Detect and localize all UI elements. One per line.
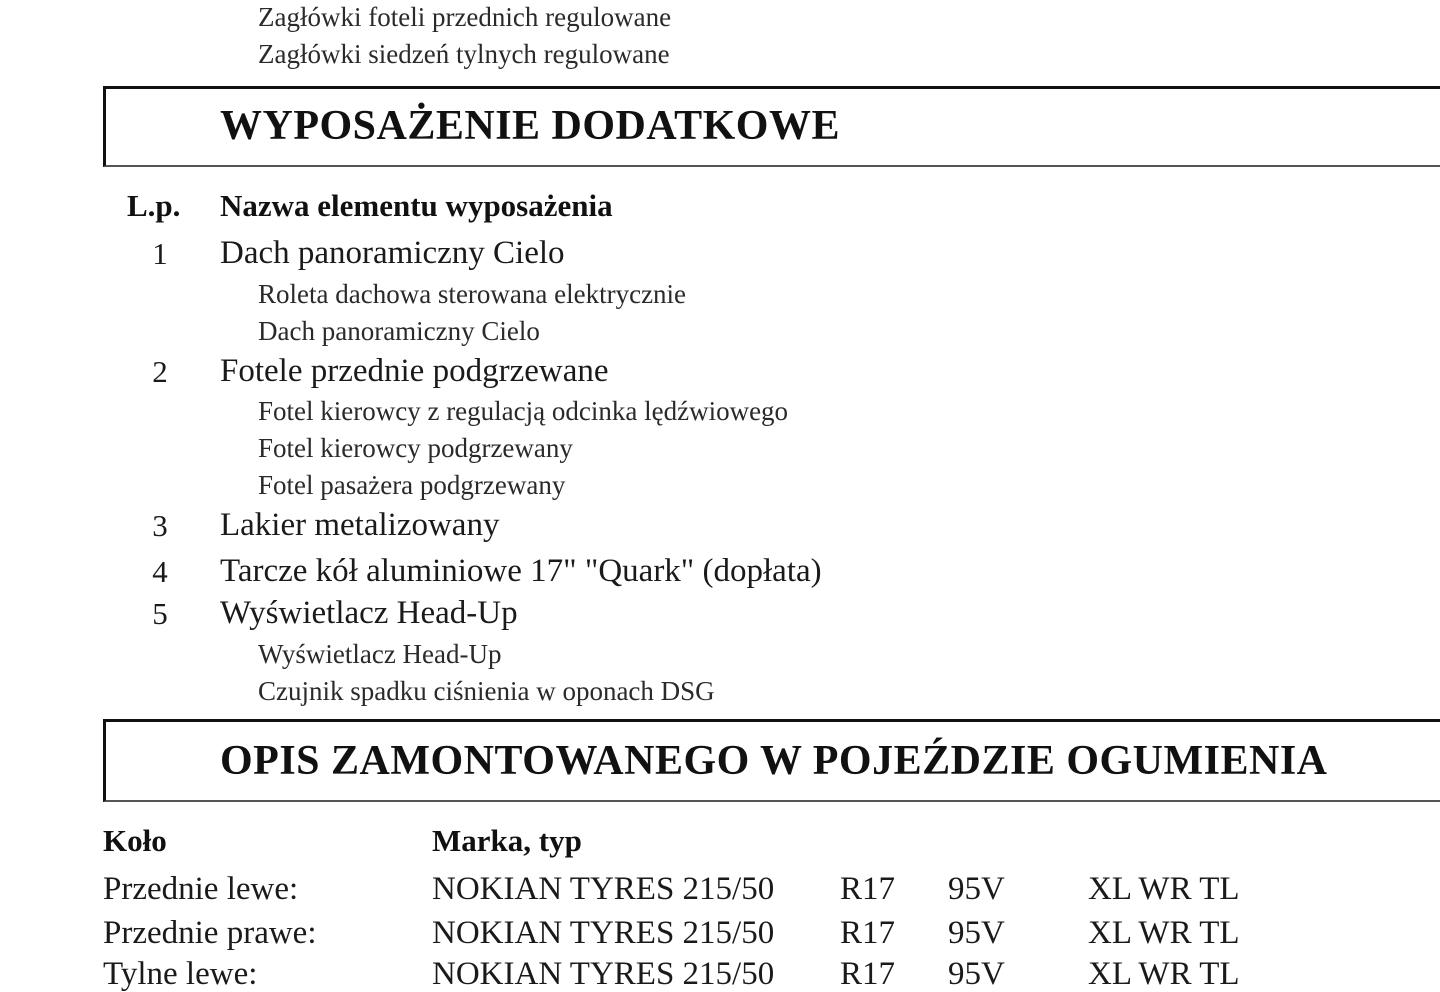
column-header-lp: L.p. — [127, 188, 181, 223]
tyre-load-index: 95V — [948, 956, 1005, 992]
column-header-marka: Marka, typ — [432, 823, 582, 858]
section-title: WYPOSAŻENIE DODATKOWE — [220, 103, 840, 149]
column-header-name: Nazwa elementu wyposażenia — [220, 188, 613, 223]
equipment-subitem: Fotel kierowcy podgrzewany — [258, 433, 573, 463]
equipment-item: Dach panoramiczny Cielo — [220, 235, 565, 271]
tyre-rim: R17 — [840, 871, 896, 907]
tyre-rim: R17 — [840, 956, 896, 992]
equipment-item: Wyświetlacz Head-Up — [220, 595, 518, 631]
equipment-item: Fotele przednie podgrzewane — [220, 353, 609, 389]
tyre-rim: R17 — [840, 915, 896, 951]
equipment-subitem: Fotel pasażera podgrzewany — [258, 470, 566, 500]
item-number: 4 — [152, 554, 168, 589]
tyre-position: Przednie lewe: — [103, 871, 299, 907]
item-number: 1 — [152, 236, 168, 271]
equipment-subitem: Fotel kierowcy z regulacją odcinka lędźwiowego — [258, 396, 789, 426]
tyre-position: Przednie prawe: — [103, 915, 317, 951]
tyre-extra: XL WR TL — [1088, 956, 1240, 992]
item-number: 3 — [152, 508, 168, 543]
tyre-extra: XL WR TL — [1088, 871, 1240, 907]
equipment-subitem: Czujnik spadku ciśnienia w oponach DSG — [258, 676, 715, 706]
tyre-brand: NOKIAN TYRES 215/50 — [432, 871, 775, 907]
equipment-subitem: Dach panoramiczny Cielo — [258, 316, 540, 346]
section-title: OPIS ZAMONTOWANEGO W POJEŹDZIE OGUMIENIA — [220, 738, 1328, 784]
column-header-kolo: Koło — [103, 823, 167, 858]
top-subitem: Zagłówki siedzeń tylnych regulowane — [258, 39, 670, 69]
equipment-item: Tarcze kół aluminiowe 17" "Quark" (dopłata) — [220, 553, 822, 589]
equipment-subitem: Roleta dachowa sterowana elektrycznie — [258, 279, 687, 309]
tyre-load-index: 95V — [948, 915, 1005, 951]
tyre-load-index: 95V — [948, 871, 1005, 907]
item-number: 5 — [152, 596, 168, 631]
equipment-item: Lakier metalizowany — [220, 507, 500, 543]
tyre-brand: NOKIAN TYRES 215/50 — [432, 915, 775, 951]
tyre-position: Tylne lewe: — [103, 956, 258, 992]
tyre-brand: NOKIAN TYRES 215/50 — [432, 956, 775, 992]
item-number: 2 — [152, 354, 168, 389]
tyre-extra: XL WR TL — [1088, 915, 1240, 951]
top-subitem: Zagłówki foteli przednich regulowane — [258, 2, 672, 32]
equipment-subitem: Wyświetlacz Head-Up — [258, 639, 502, 669]
